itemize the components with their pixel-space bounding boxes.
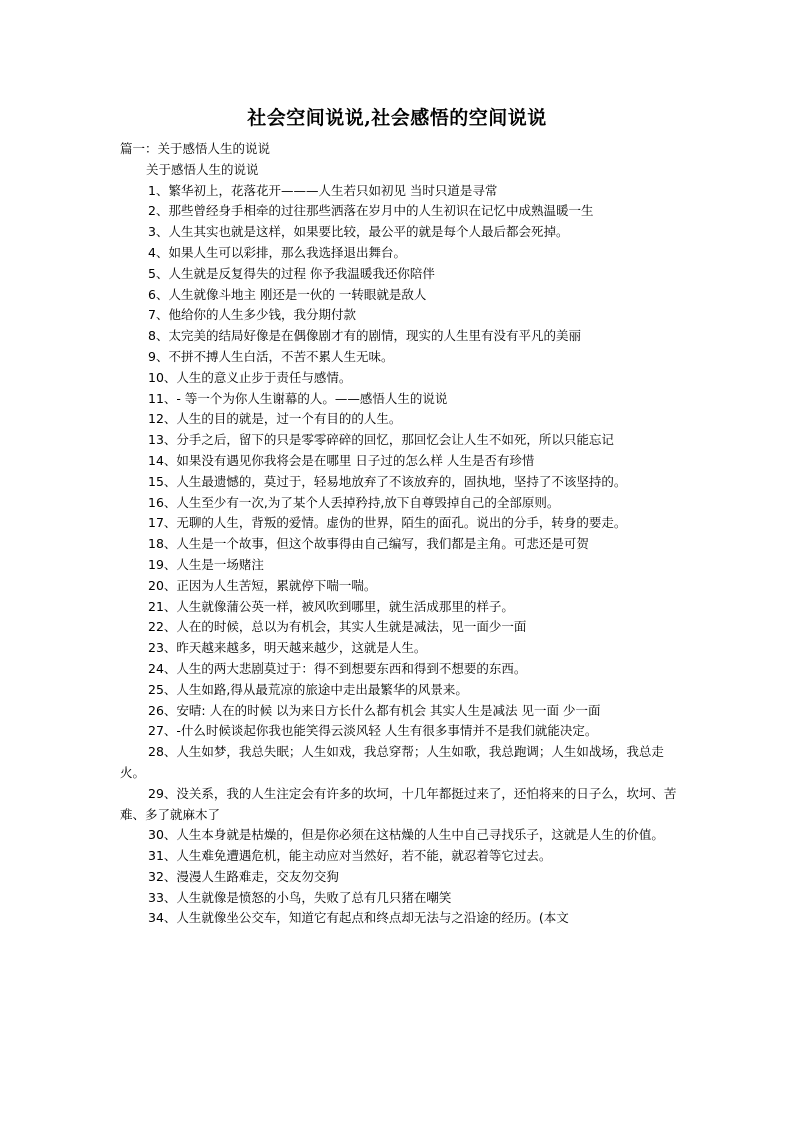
list-item: 18、人生是一个故事，但这个故事得由自己编写，我们都是主角。可悲还是可贺 bbox=[148, 536, 589, 552]
list-item: 15、人生最遗憾的，莫过于，轻易地放弃了不该放弃的，固执地，坚持了不该坚持的。 bbox=[148, 473, 627, 489]
list-item: 33、人生就像是愤怒的小鸟，失败了总有几只猪在嘲笑 bbox=[148, 889, 452, 905]
list-item: 32、漫漫人生路难走，交友勿交狗 bbox=[148, 868, 339, 884]
list-item: 21、人生就像蒲公英一样，被风吹到哪里，就生活成那里的样子。 bbox=[148, 598, 514, 614]
list-item: 11、- 等一个为你人生谢幕的人。——感悟人生的说说 bbox=[148, 390, 448, 406]
list-item: 31、人生难免遭遇危机，能主动应对当然好，若不能，就忍着等它过去。 bbox=[148, 848, 552, 864]
list-item: 20、正因为人生苦短，累就停下喘一喘。 bbox=[148, 577, 377, 593]
list-item: 29、没关系，我的人生注定会有许多的坎坷，十几年都挺过来了，还怕将来的日子么，坎坷、苦难、多了就麻木了 bbox=[120, 785, 677, 822]
list-item: 17、无聊的人生，背叛的爱情。虚伪的世界，陌生的面孔。说出的分手，转身的要走。 bbox=[148, 515, 627, 531]
list-item: 12、人生的目的就是，过一个有目的的人生。 bbox=[148, 411, 402, 427]
document-body bbox=[120, 139, 685, 929]
list-item: 22、人在的时候，总以为有机会，其实人生就是减法，见一面少一面 bbox=[148, 619, 527, 635]
list-item: 19、人生是一场赌注 bbox=[148, 556, 264, 572]
list-item: 24、人生的两大悲剧莫过于：得不到想要东西和得到不想要的东西。 bbox=[148, 660, 527, 676]
list-item: 7、他给你的人生多少钱，我分期付款 bbox=[148, 307, 356, 323]
sub-heading: 关于感悟人生的说说 bbox=[146, 161, 259, 177]
list-item: 27、-什么时候谈起你我也能笑得云淡风轻 人生有很多事情并不是我们就能决定。 bbox=[148, 723, 598, 739]
list-item: 4、如果人生可以彩排，那么我选择退出舞台。 bbox=[148, 244, 406, 260]
list-item: 10、人生的意义止步于责任与感情。 bbox=[148, 369, 352, 385]
list-item: 25、人生如路,得从最荒凉的旅途中走出最繁华的风景来。 bbox=[148, 681, 468, 697]
list-item: 14、如果没有遇见你我将会是在哪里 日子过的怎么样 人生是否有珍惜 bbox=[148, 452, 535, 468]
list-item: 3、人生其实也就是这样，如果要比较，最公平的就是每个人最后都会死掉。 bbox=[148, 224, 569, 240]
list-item: 13、分手之后，留下的只是零零碎碎的回忆，那回忆会让人生不如死，所以只能忘记 bbox=[148, 432, 614, 448]
section-heading: 篇一：关于感悟人生的说说 bbox=[120, 141, 271, 156]
list-item: 6、人生就像斗地主 刚还是一伙的 一转眼就是敌人 bbox=[148, 286, 427, 302]
list-item: 8、太完美的结局好像是在偶像剧才有的剧情，现实的人生里有没有平凡的美丽 bbox=[148, 328, 581, 344]
list-item: 26、安晴: 人在的时候 以为来日方长什么都有机会 其实人生是减法 见一面 少一面 bbox=[148, 702, 601, 718]
list-item: 30、人生本身就是枯燥的，但是你必须在这枯燥的人生中自己寻找乐子，这就是人生的价值。 bbox=[148, 827, 664, 843]
list-item: 9、不拼不搏人生白活，不苦不累人生无味。 bbox=[148, 348, 394, 364]
list-item: 2、那些曾经身手相牵的过往那些洒落在岁月中的人生初识在记忆中成熟温暖一生 bbox=[148, 203, 594, 219]
list-item: 28、人生如梦，我总失眠；人生如戏，我总穿帮；人生如歌，我总跑调；人生如战场，我总走火。 bbox=[120, 744, 664, 780]
list-item: 23、昨天越来越多，明天越来越少，这就是人生。 bbox=[148, 640, 427, 656]
list-item: 1、繁华初上，花落花开———人生若只如初见 当时只道是寻常 bbox=[148, 182, 498, 198]
page-title: 社会空间说说,社会感悟的空间说说 bbox=[247, 107, 547, 129]
list-item: 34、人生就像坐公交车，知道它有起点和终点却无法与之沿途的经历。(本文 bbox=[148, 910, 569, 926]
list-item: 16、人生至少有一次,为了某个人丢掉矜持,放下自尊毁掉自己的全部原则。 bbox=[148, 494, 560, 510]
list-item: 5、人生就是反复得失的过程 你予我温暖我还你陪伴 bbox=[148, 265, 435, 281]
